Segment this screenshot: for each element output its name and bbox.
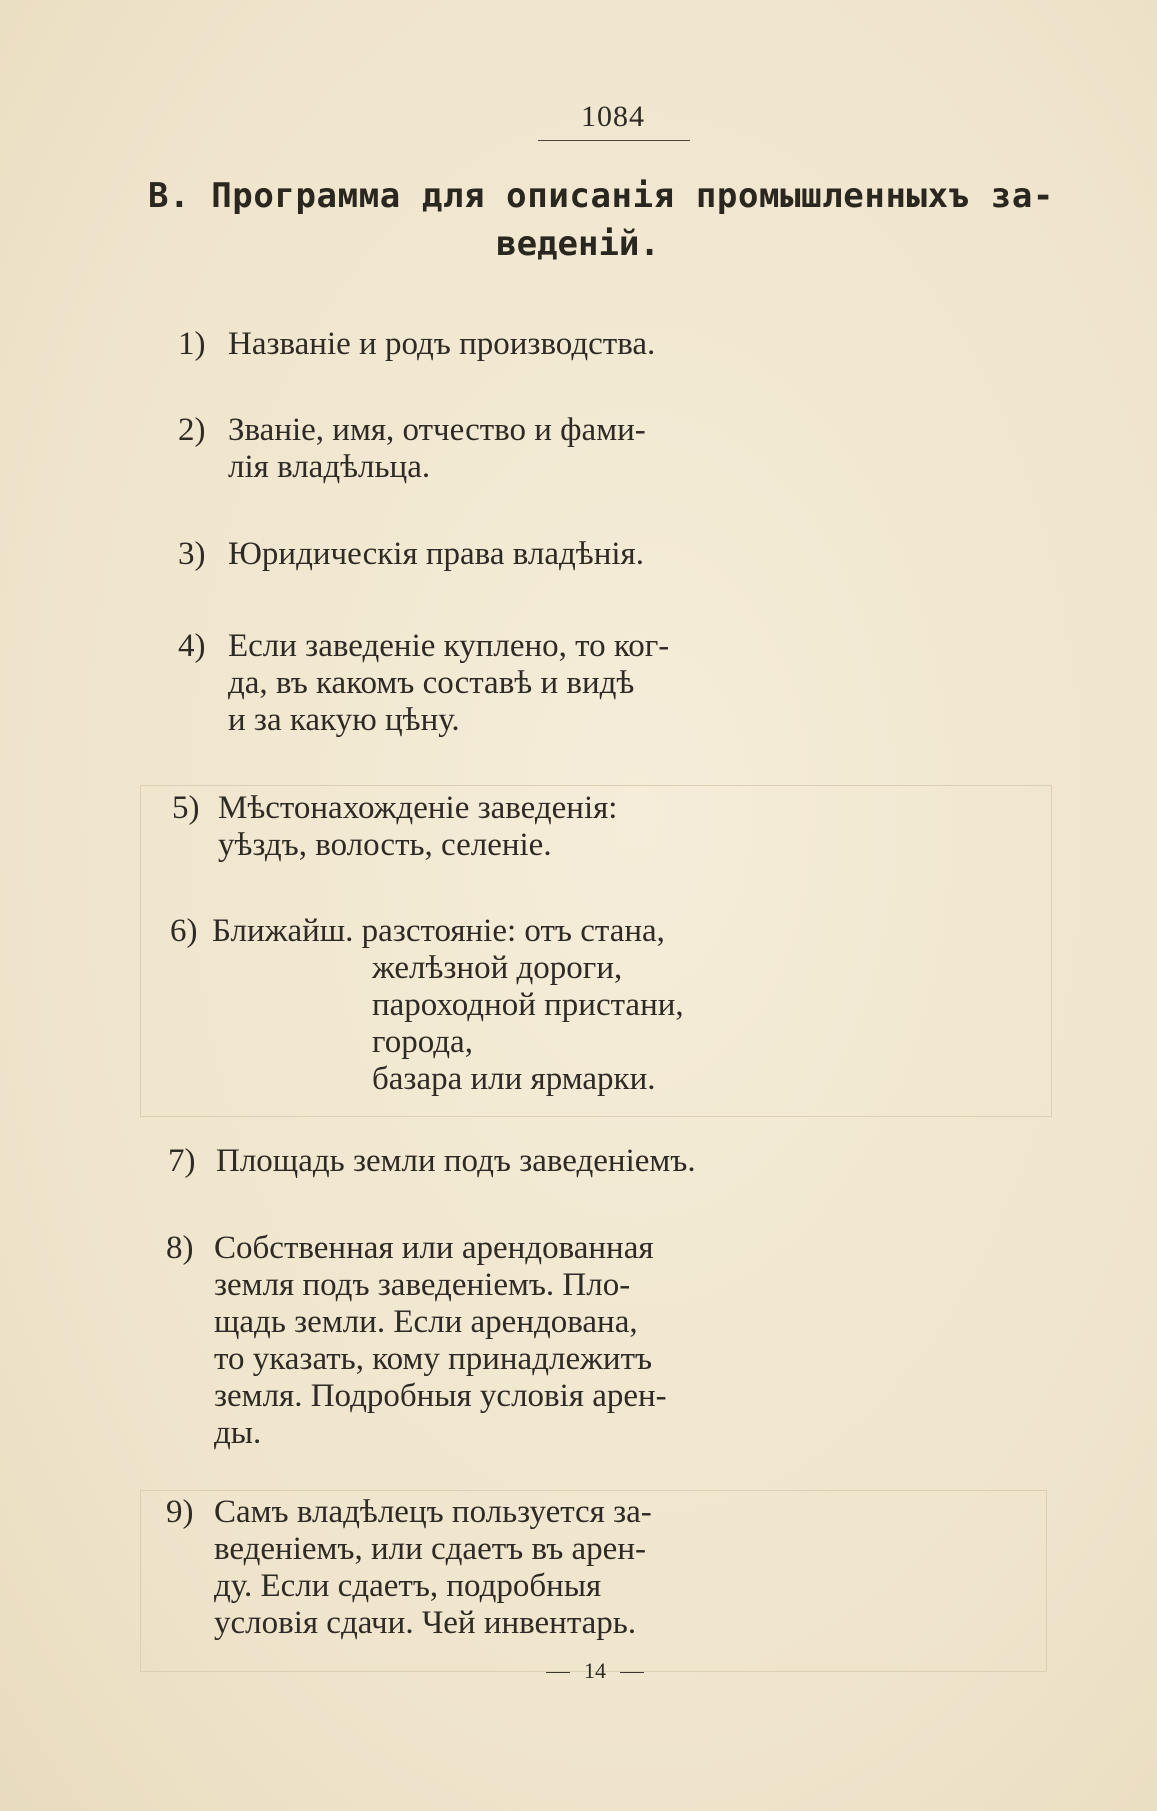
item-line: пароходной пристани,	[372, 987, 684, 1023]
list-item-6	[170, 913, 730, 1113]
item-line: Званіе, имя, отчество и фами-	[228, 412, 646, 448]
signature-mark	[510, 1658, 680, 1684]
list-item-5	[172, 790, 732, 870]
item-number: 6)	[170, 913, 198, 949]
list-item-4	[178, 628, 718, 748]
item-line: Если заведеніе куплено, то ког-	[228, 628, 670, 664]
item-number: 3)	[178, 536, 206, 572]
item-line: Мѣстонахожденіе заведенія:	[218, 790, 618, 826]
signature-number: 14	[584, 1658, 606, 1683]
item-line: веденіемъ, или сдаетъ въ арен-	[214, 1531, 646, 1567]
dash-right	[620, 1672, 644, 1673]
page-number: 1084	[581, 100, 645, 133]
section-heading	[148, 172, 1068, 268]
item-number: 5)	[172, 790, 200, 826]
item-line: Самъ владѣлецъ пользуется за-	[214, 1494, 652, 1530]
item-line: то указать, кому принадлежитъ	[214, 1341, 653, 1377]
item-lead: Ближайш. разстояніе: отъ стана,	[212, 913, 665, 949]
heading-line-2: веденій.	[496, 224, 660, 264]
item-line: земля подъ заведеніемъ. Пло-	[214, 1267, 631, 1303]
list-item-9	[166, 1494, 726, 1654]
item-line: да, въ какомъ составѣ и видѣ	[228, 665, 635, 701]
item-number: 1)	[178, 326, 206, 362]
item-line: щадь земли. Если арендована,	[214, 1304, 638, 1340]
item-number: 4)	[178, 628, 206, 664]
item-line: лія владѣльца.	[228, 449, 431, 485]
list-item-8	[166, 1230, 726, 1460]
item-number: 2)	[178, 412, 206, 448]
item-line: желѣзной дороги,	[372, 950, 623, 986]
item-line: базара или ярмарки.	[372, 1061, 656, 1097]
item-line: Собственная или арендованная	[214, 1230, 654, 1266]
item-number: 7)	[168, 1143, 196, 1179]
page-number-rule	[538, 140, 690, 141]
heading-line-1: В. Программа для описанія промышленныхъ за-	[148, 176, 1054, 216]
item-line: Названіе и родъ производства.	[228, 326, 656, 362]
item-line: земля. Подробныя условія арен-	[214, 1378, 667, 1414]
item-line: ды.	[214, 1415, 262, 1451]
item-number: 9)	[166, 1494, 194, 1530]
item-line: ду. Если сдаетъ, подробныя	[214, 1568, 602, 1604]
item-line: города,	[372, 1024, 473, 1060]
list-item-2	[178, 412, 718, 492]
item-number: 8)	[166, 1230, 194, 1266]
item-line: и за какую цѣну.	[228, 702, 460, 738]
item-line: уѣздъ, волость, селеніе.	[218, 827, 552, 863]
item-line: условія сдачи. Чей инвентарь.	[214, 1605, 637, 1641]
item-line: Юридическія права владѣнія.	[228, 536, 644, 572]
dash-left	[546, 1672, 570, 1673]
item-line: Площадь земли подъ заведеніемъ.	[216, 1143, 696, 1179]
